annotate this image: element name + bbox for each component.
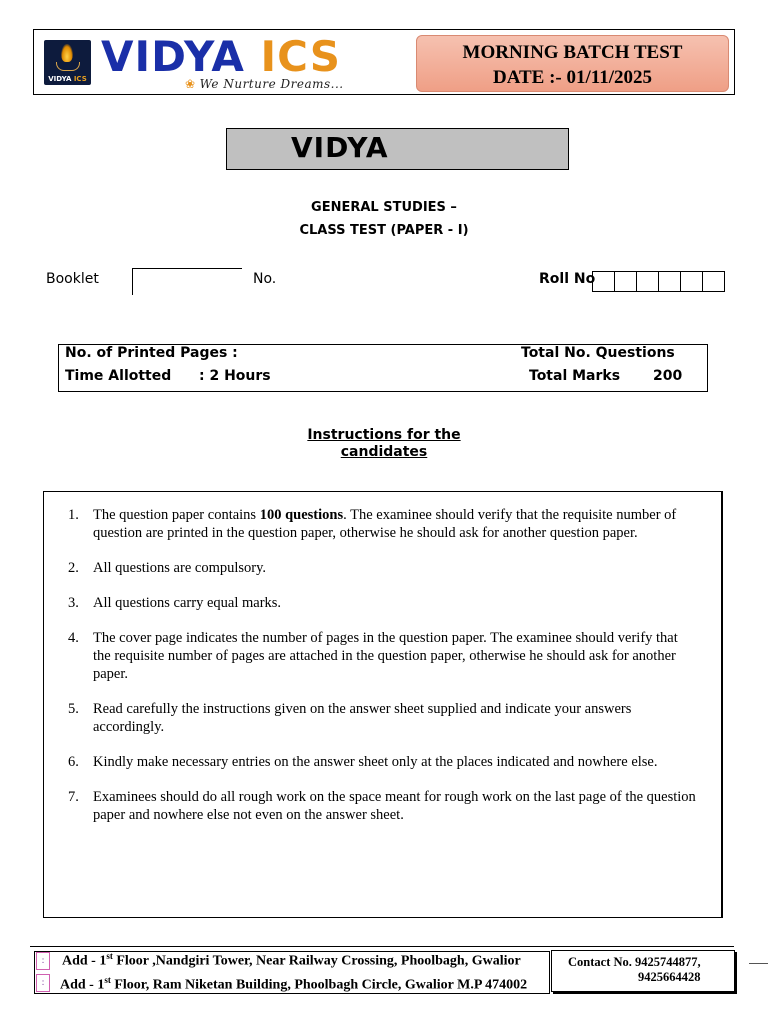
item-text: Kindly make necessary entries on the answer sheet only at the places indicated and nowhere else.: [93, 754, 658, 770]
item-number: 2.: [68, 560, 79, 576]
brand-ics: ICS: [260, 32, 341, 81]
printed-pages-label: No. of Printed Pages :: [65, 345, 238, 361]
list-item: [68, 629, 698, 683]
address-line-2: [60, 975, 527, 994]
tagline-text: We Nurture Dreams...: [199, 77, 344, 91]
list-item: [68, 506, 698, 542]
item-text: The cover page indicates the number of pages in the question paper. The examinee should verify that the requisite number of pages are attached in the question paper, otherwise he should ask for another paper.: [93, 630, 678, 682]
list-item: [68, 594, 698, 612]
address-text: Floor, Ram Niketan Building, Phoolbagh Circle, Gwalior M.P 474002: [110, 977, 528, 993]
total-questions-label: Total No. Questions: [521, 345, 675, 361]
instructions-list: [68, 506, 698, 841]
address-text: Floor ,Nandgiri Tower, Near Railway Crossing, Phoolbagh, Gwalior: [112, 953, 521, 969]
list-item: [68, 700, 698, 736]
subtitle-line-2: CLASS TEST (PAPER - I): [299, 223, 469, 238]
batch-title: MORNING BATCH TEST: [462, 42, 683, 63]
item-number: 6.: [68, 754, 79, 770]
subtitle-line-1: GENERAL STUDIES –: [311, 200, 457, 215]
address-sup: st: [104, 975, 111, 985]
tagline: [185, 77, 344, 91]
exam-info-box: [58, 344, 708, 392]
roll-cell[interactable]: [636, 271, 659, 292]
address-sup: st: [106, 951, 113, 961]
item-text: All questions are compulsory.: [93, 560, 267, 576]
instructions-title-line-2: candidates: [340, 444, 428, 460]
booklet-number-field[interactable]: [132, 268, 242, 295]
logo-text-a: VIDYA: [48, 75, 72, 83]
roll-cell[interactable]: [614, 271, 637, 292]
total-marks-label: Total Marks: [529, 368, 621, 384]
time-allotted-value: : 2 Hours: [199, 368, 271, 384]
list-item: [68, 788, 698, 824]
logo-text-b: ICS: [73, 75, 87, 83]
footer-divider: [30, 946, 734, 947]
item-number: 4.: [68, 630, 79, 646]
brand-name: [101, 32, 341, 82]
roll-cell[interactable]: [702, 271, 725, 292]
total-marks-value: 200: [653, 368, 683, 384]
item-number: 1.: [68, 507, 79, 523]
batch-date: DATE :- 01/11/2025: [492, 67, 653, 88]
item-number: 7.: [68, 789, 79, 805]
contact-box: [551, 950, 735, 992]
roll-cell[interactable]: [592, 271, 615, 292]
booklet-label: Booklet: [46, 271, 99, 287]
contact-line-1: Contact No. 9425744877,: [568, 955, 701, 969]
booklet-no-label: No.: [253, 271, 277, 287]
instructions-box: [43, 491, 723, 918]
brand-vidya: VIDYA: [101, 32, 245, 81]
roll-cell[interactable]: [680, 271, 703, 292]
address-marker: :: [36, 974, 50, 992]
address-line-1: [62, 951, 521, 970]
address-text: Add - 1: [60, 977, 105, 993]
lamp-emblem-icon: [44, 40, 91, 85]
roll-cell[interactable]: [658, 271, 681, 292]
list-item: [68, 753, 698, 771]
lotus-icon: ❀: [185, 77, 196, 91]
time-allotted-label: Time Allotted: [65, 368, 172, 384]
item-text-bold: 100 questions: [259, 507, 344, 523]
item-number: 5.: [68, 701, 79, 717]
item-text: Read carefully the instructions given on the answer sheet supplied and indicate your answers accordingly.: [93, 701, 632, 735]
page-title: VIDYA: [291, 131, 389, 164]
item-number: 3.: [68, 595, 79, 611]
address-text: Add - 1: [62, 953, 107, 969]
roll-number-cells[interactable]: [593, 271, 725, 292]
edge-divider: [749, 963, 768, 964]
item-text: The question paper contains: [93, 507, 260, 523]
address-marker: :: [36, 952, 50, 970]
contact-line-2: 9425664428: [638, 970, 701, 984]
list-item: [68, 559, 698, 577]
batch-info-box: [416, 35, 729, 92]
instructions-title-line-1: Instructions for the: [307, 427, 461, 443]
item-text: All questions carry equal marks.: [93, 595, 282, 611]
roll-no-label: Roll No: [539, 271, 596, 287]
item-text: . The examinee should verify that the requisite number of question are printed in the question paper, otherwise he should ask for another question paper.: [93, 507, 677, 541]
item-text: Examinees should do all rough work on the space meant for rough work on the last page of the question paper and nowhere else not even on the answer sheet.: [93, 789, 696, 823]
title-box: [226, 128, 569, 170]
